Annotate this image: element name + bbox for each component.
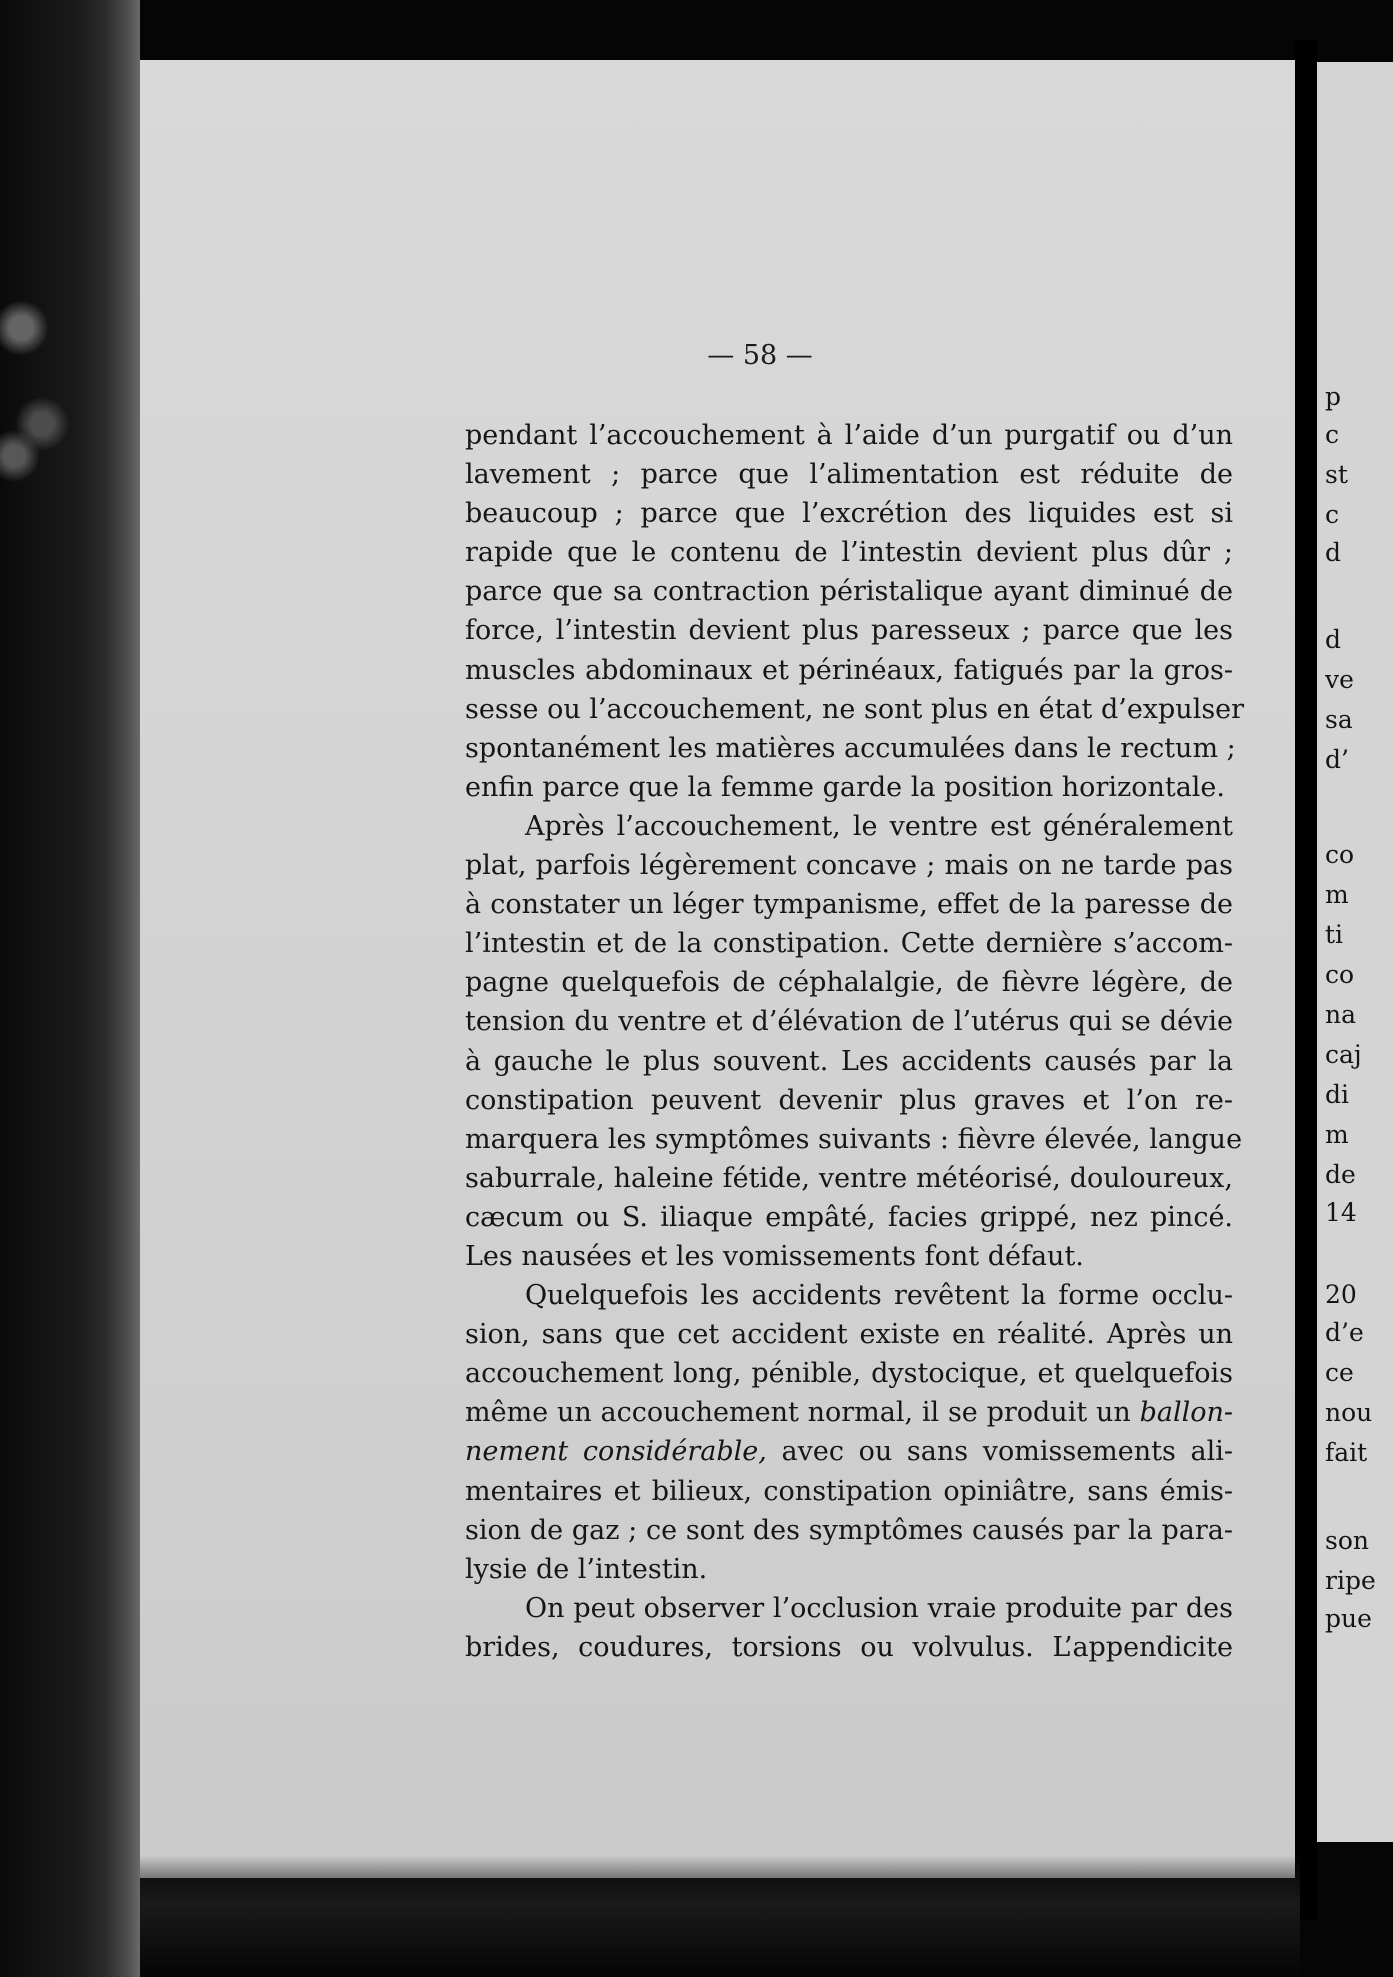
text-line: sion, sans que cet accident existe en réalité. Après un xyxy=(465,1319,1233,1351)
text-line: spontanément les matières accumulées dans le rectum ; xyxy=(465,732,1236,764)
facing-text-fragment: m xyxy=(1325,880,1349,909)
facing-text-fragment: d’ xyxy=(1325,745,1349,774)
facing-text-fragment: 14 xyxy=(1325,1198,1357,1227)
scan-bottom-shadow xyxy=(140,1855,1300,1977)
facing-text-fragment: co xyxy=(1325,840,1355,869)
text-line: constipation peuvent devenir plus graves et l’on re- xyxy=(465,1084,1233,1116)
facing-text-fragment: son xyxy=(1325,1526,1369,1555)
text-line: rapide que le contenu de l’intestin devient plus dûr ; xyxy=(465,537,1233,569)
text-line: à constater un léger tympanisme, effet de la paresse de xyxy=(465,889,1233,921)
page-gutter xyxy=(1295,40,1317,1920)
text-line: beaucoup ; parce que l’excrétion des liquides est si xyxy=(465,498,1233,530)
text-line: parce que sa contraction péristalique ayant diminué de xyxy=(465,576,1233,608)
scan-artifact xyxy=(0,200,70,520)
text-line: l’intestin et de la constipation. Cette dernière s’accom- xyxy=(465,928,1233,960)
text-line: force, l’intestin devient plus paresseux ; parce que les xyxy=(465,615,1233,647)
facing-text-fragment: d xyxy=(1325,625,1342,654)
facing-text-fragment: caj xyxy=(1325,1040,1362,1069)
text-line: lavement ; parce que l’alimentation est réduite de xyxy=(465,459,1233,491)
text-line: enfin parce que la femme garde la position horizontale. xyxy=(465,771,1225,803)
facing-text-fragment: de xyxy=(1325,1160,1356,1189)
text-line: à gauche le plus souvent. Les accidents causés par la xyxy=(465,1045,1233,1077)
text-line: muscles abdominaux et périnéaux, fatigués par la gros- xyxy=(465,654,1233,686)
page-number: — 58 — xyxy=(707,340,813,371)
facing-text-fragment: c xyxy=(1325,420,1340,449)
text-line xyxy=(465,1393,1233,1432)
facing-text-fragment: st xyxy=(1325,460,1348,489)
facing-text-fragment: 20 xyxy=(1325,1280,1357,1309)
facing-text-fragment: p xyxy=(1325,382,1342,411)
text-line: brides, coudures, torsions ou volvulus. L’appendicite xyxy=(465,1631,1233,1663)
facing-text-fragment: ripe xyxy=(1325,1566,1376,1595)
text-line: tension du ventre et d’élévation de l’utérus qui se dévie xyxy=(465,1006,1233,1038)
facing-text-fragment: fait xyxy=(1325,1438,1368,1467)
text-line: pendant l’accouchement à l’aide d’un purgatif ou d’un xyxy=(465,420,1233,451)
text-fragment: avec ou sans vomissements ali- xyxy=(781,1436,1233,1468)
facing-text-fragment: pue xyxy=(1325,1604,1372,1633)
text-line xyxy=(465,1432,1233,1471)
text-line: Après l’accouchement, le ventre est généralement xyxy=(525,810,1233,842)
text-line: marquera les symptômes suivants : fièvre élevée, langue xyxy=(465,1123,1243,1155)
facing-text-fragment: na xyxy=(1325,1000,1357,1029)
text-line: On peut observer l’occlusion vraie produite par des xyxy=(525,1592,1233,1624)
text-fragment: même un accouchement normal, il se produit un xyxy=(465,1397,1131,1429)
text-line: saburrale, haleine fétide, ventre météorisé, douloureux, xyxy=(465,1162,1233,1194)
text-line: Les nausées et les vomissements font défaut. xyxy=(465,1240,1084,1272)
text-line: sion de gaz ; ce sont des symptômes causés par la para- xyxy=(465,1514,1233,1546)
facing-text-fragment: nou xyxy=(1325,1398,1373,1427)
text-line: sesse ou l’accouchement, ne sont plus en état d’expulser xyxy=(465,693,1245,725)
italic-fragment: nement considérable, xyxy=(465,1436,767,1468)
text-line: cæcum ou S. iliaque empâté, facies grippé, nez pincé. xyxy=(465,1201,1233,1233)
facing-text-fragment: c xyxy=(1325,500,1340,529)
facing-text-fragment: ce xyxy=(1325,1358,1354,1387)
facing-text-fragment: d’e xyxy=(1325,1318,1364,1347)
text-line: Quelquefois les accidents revêtent la forme occlu- xyxy=(525,1280,1233,1312)
text-line: pagne quelquefois de céphalalgie, de fièvre légère, de xyxy=(465,967,1233,999)
facing-text-fragment: di xyxy=(1325,1080,1349,1109)
facing-text-fragment: sa xyxy=(1325,705,1353,734)
facing-text-fragment: ti xyxy=(1325,920,1344,949)
body-text xyxy=(465,416,1245,1667)
facing-text-fragment: m xyxy=(1325,1120,1349,1149)
text-line: plat, parfois légèrement concave ; mais on ne tarde pas xyxy=(465,850,1233,882)
italic-fragment: ballon- xyxy=(1139,1397,1233,1429)
text-line: accouchement long, pénible, dystocique, et quelquefois xyxy=(465,1358,1233,1390)
facing-text-fragment: co xyxy=(1325,960,1355,989)
facing-text-fragment: d xyxy=(1325,538,1342,567)
text-line: lysie de l’intestin. xyxy=(465,1553,708,1585)
text-line: mentaires et bilieux, constipation opiniâtre, sans émis- xyxy=(465,1475,1233,1507)
facing-text-fragment: ve xyxy=(1325,665,1354,694)
